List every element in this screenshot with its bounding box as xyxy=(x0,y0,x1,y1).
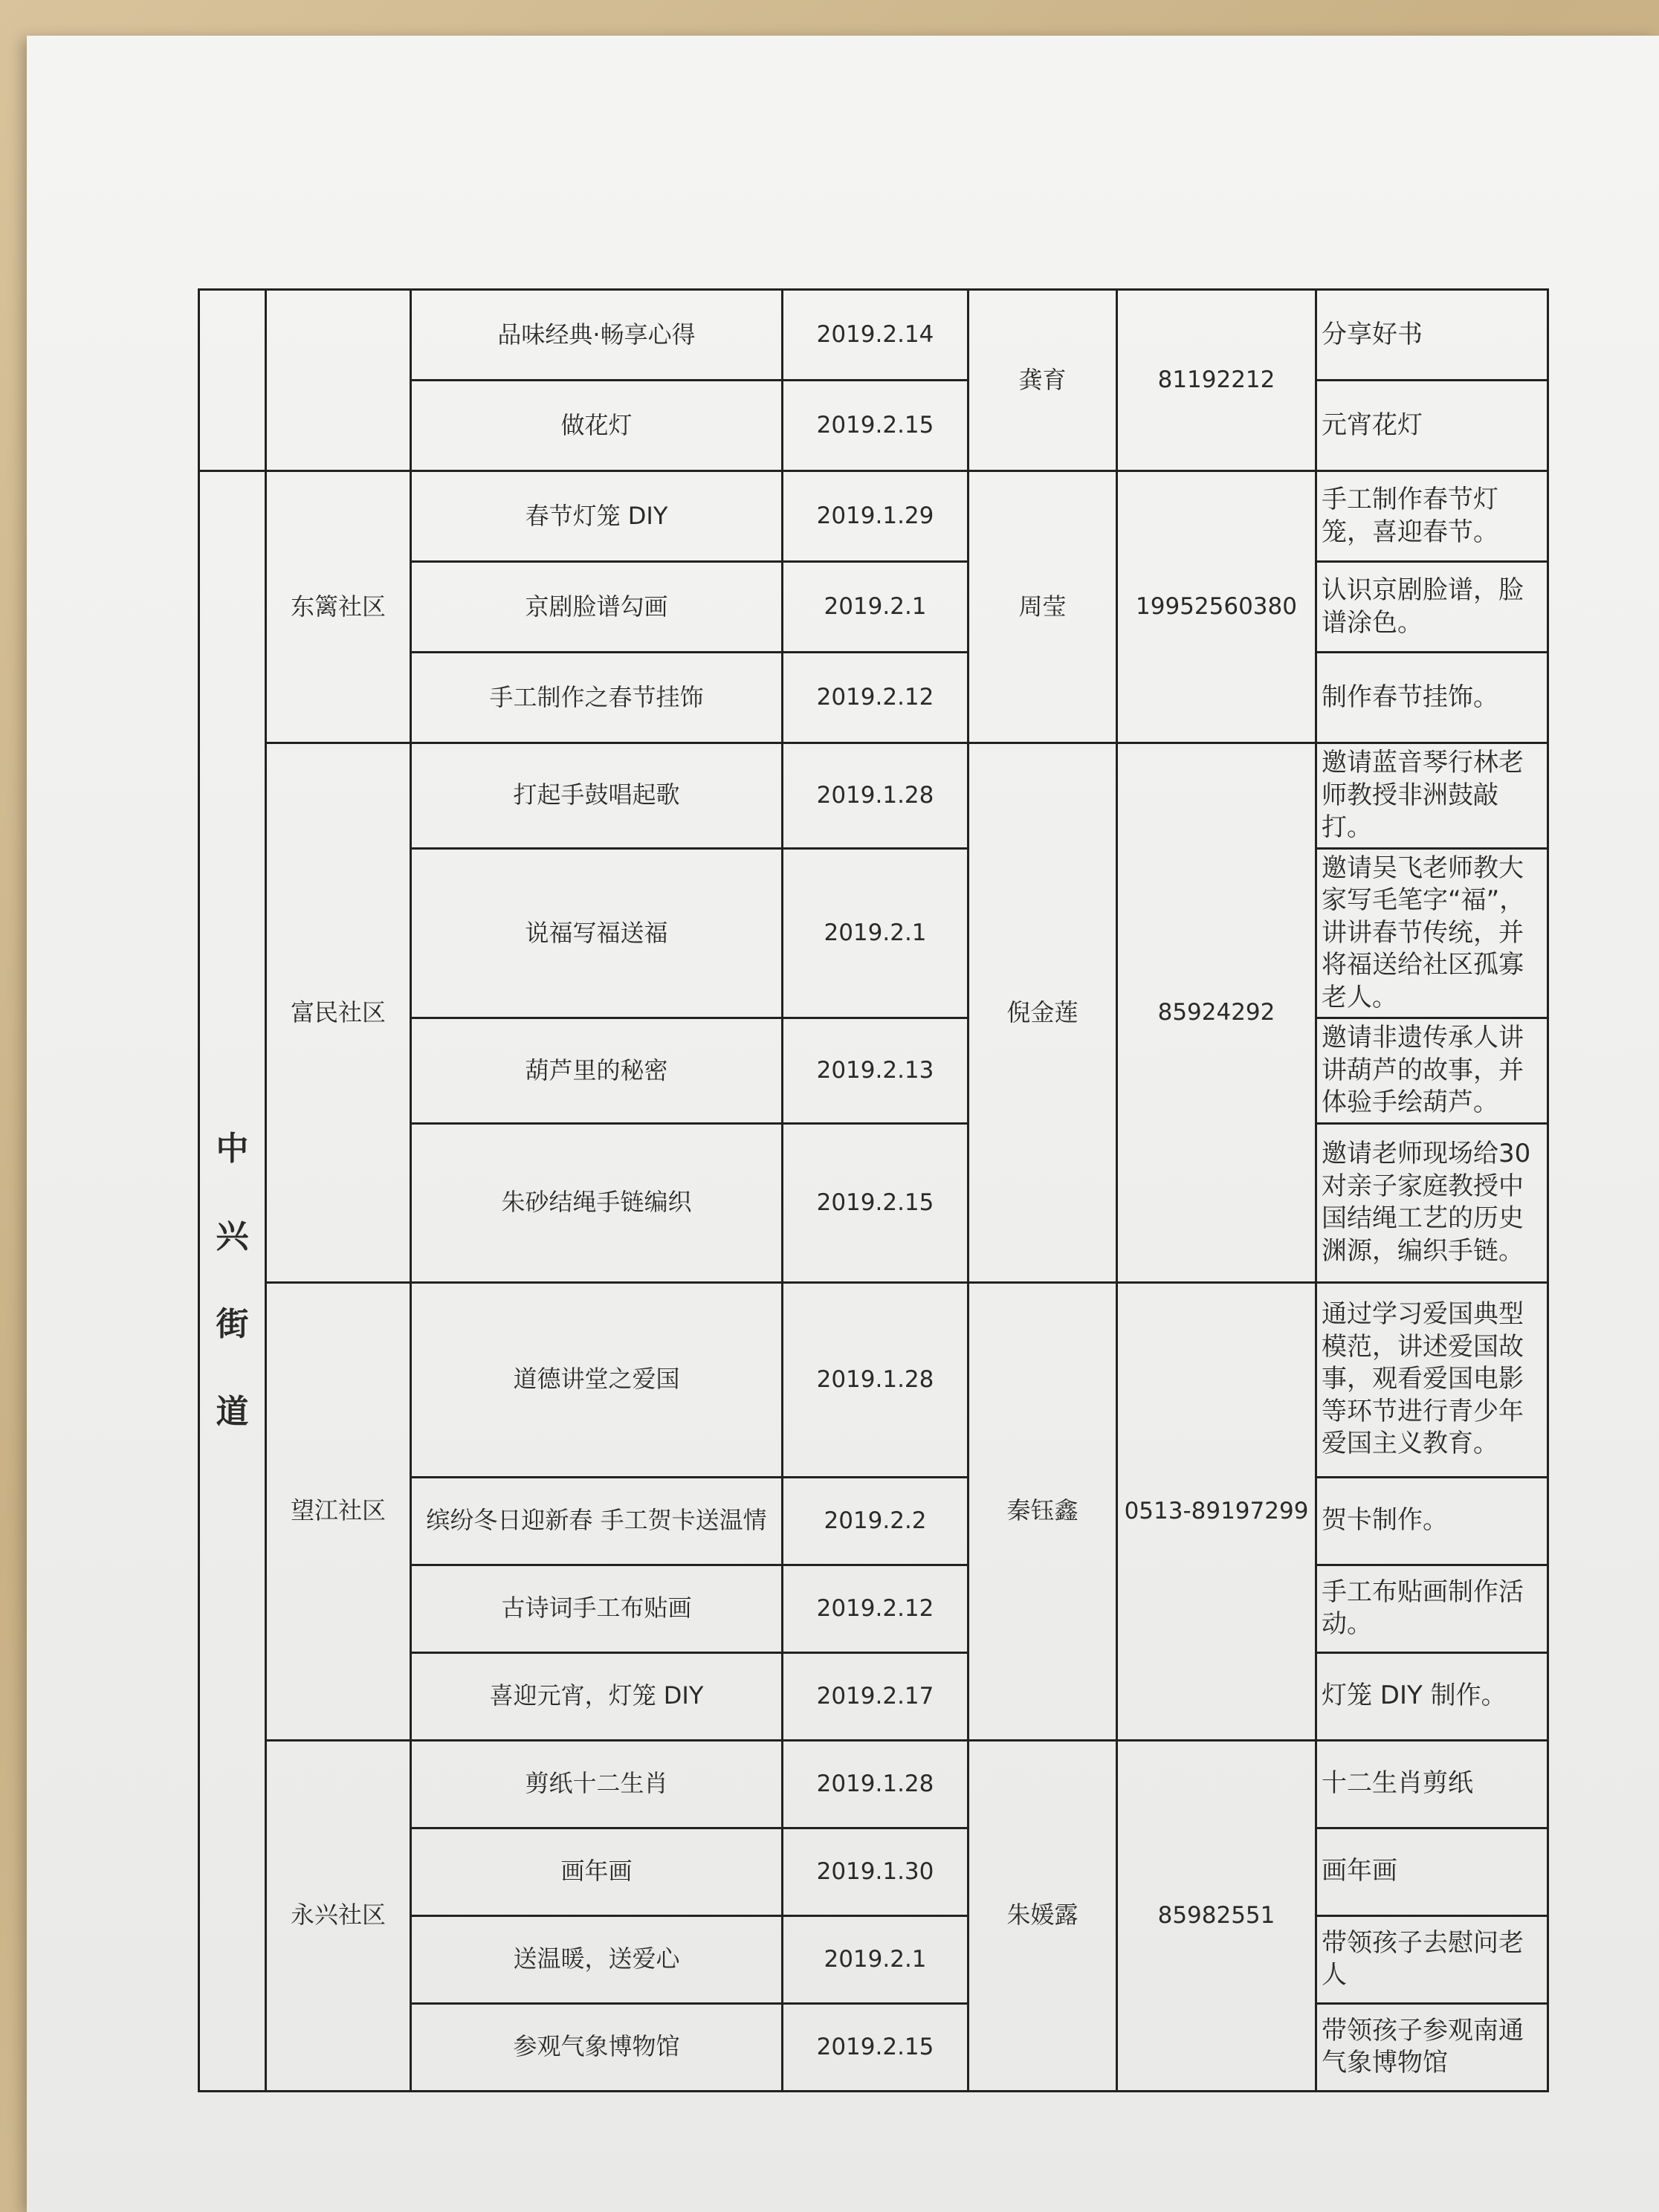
activity-cell: 古诗词手工布贴画 xyxy=(411,1565,783,1652)
date-cell: 2019.1.29 xyxy=(783,471,968,562)
description-cell: 认识京剧脸谱，脸谱涂色。 xyxy=(1316,562,1548,653)
description-cell: 制作春节挂饰。 xyxy=(1316,653,1548,743)
date-cell: 2019.2.12 xyxy=(783,1565,968,1652)
contact-cell: 龚育 xyxy=(968,290,1117,471)
community-cell: 永兴社区 xyxy=(266,1740,411,2091)
date-cell: 2019.2.15 xyxy=(783,2003,968,2091)
activity-cell: 喜迎元宵，灯笼 DIY xyxy=(411,1652,783,1740)
description-cell: 元宵花灯 xyxy=(1316,381,1548,471)
table-row xyxy=(199,1740,1548,1828)
date-cell: 2019.2.2 xyxy=(783,1477,968,1565)
activity-cell: 道德讲堂之爱国 xyxy=(411,1282,783,1477)
description-cell: 灯笼 DIY 制作。 xyxy=(1316,1652,1548,1740)
date-cell: 2019.2.17 xyxy=(783,1652,968,1740)
date-cell: 2019.1.28 xyxy=(783,1740,968,1828)
description-cell: 通过学习爱国典型模范，讲述爱国故事，观看爱国电影等环节进行青少年爱国主义教育。 xyxy=(1316,1282,1548,1477)
date-cell: 2019.1.30 xyxy=(783,1828,968,1915)
table-row xyxy=(199,290,1548,381)
phone-cell: 85982551 xyxy=(1117,1740,1316,2091)
description-cell: 贺卡制作。 xyxy=(1316,1477,1548,1565)
activity-cell: 缤纷冬日迎新春 手工贺卡送温情 xyxy=(411,1477,783,1565)
description-cell: 十二生肖剪纸 xyxy=(1316,1740,1548,1828)
community-cell xyxy=(266,290,411,471)
table-row xyxy=(199,471,1548,562)
table-row xyxy=(199,743,1548,849)
street-cell xyxy=(199,471,266,2092)
activity-cell: 手工制作之春节挂饰 xyxy=(411,653,783,743)
activity-cell: 剪纸十二生肖 xyxy=(411,1740,783,1828)
date-cell: 2019.2.14 xyxy=(783,290,968,381)
phone-cell: 19952560380 xyxy=(1117,471,1316,743)
description-cell: 带领孩子去慰问老人 xyxy=(1316,1915,1548,2003)
contact-cell: 朱媛露 xyxy=(968,1740,1117,2091)
activity-cell: 春节灯笼 DIY xyxy=(411,471,783,562)
activity-schedule-table xyxy=(198,288,1549,2092)
date-cell: 2019.2.1 xyxy=(783,848,968,1018)
date-cell: 2019.2.15 xyxy=(783,1123,968,1282)
activity-cell: 做花灯 xyxy=(411,381,783,471)
contact-cell: 秦钰鑫 xyxy=(968,1282,1117,1740)
description-cell: 邀请吴飞老师教大家写毛笔字“福”，讲讲春节传统，并将福送给社区孤寡老人。 xyxy=(1316,848,1548,1018)
description-cell: 带领孩子参观南通气象博物馆 xyxy=(1316,2003,1548,2091)
description-cell: 邀请老师现场给30 对亲子家庭教授中国结绳工艺的历史渊源，编织手链。 xyxy=(1316,1123,1548,1282)
activity-cell: 画年画 xyxy=(411,1828,783,1915)
phone-cell: 0513-89197299 xyxy=(1117,1282,1316,1740)
date-cell: 2019.2.15 xyxy=(783,381,968,471)
street-cell xyxy=(199,290,266,471)
activity-cell: 品味经典·畅享心得 xyxy=(411,290,783,381)
community-cell: 望江社区 xyxy=(266,1282,411,1740)
community-cell: 富民社区 xyxy=(266,743,411,1283)
date-cell: 2019.2.13 xyxy=(783,1018,968,1124)
date-cell: 2019.1.28 xyxy=(783,1282,968,1477)
description-cell: 手工布贴画制作活动。 xyxy=(1316,1565,1548,1652)
activity-cell: 京剧脸谱勾画 xyxy=(411,562,783,653)
activity-cell: 参观气象博物馆 xyxy=(411,2003,783,2091)
contact-cell: 倪金莲 xyxy=(968,743,1117,1283)
activity-cell: 说福写福送福 xyxy=(411,848,783,1018)
phone-cell: 81192212 xyxy=(1117,290,1316,471)
phone-cell: 85924292 xyxy=(1117,743,1316,1283)
description-cell: 邀请非遗传承人讲讲葫芦的故事，并体验手绘葫芦。 xyxy=(1316,1018,1548,1124)
street-name: 中兴街道 xyxy=(216,1130,249,1432)
date-cell: 2019.1.28 xyxy=(783,743,968,849)
activity-cell: 打起手鼓唱起歌 xyxy=(411,743,783,849)
description-cell: 分享好书 xyxy=(1316,290,1548,381)
activity-cell: 朱砂结绳手链编织 xyxy=(411,1123,783,1282)
table-row xyxy=(199,1282,1548,1477)
paper-sheet xyxy=(27,36,1659,2212)
community-cell: 东篱社区 xyxy=(266,471,411,743)
activity-cell: 送温暖，送爱心 xyxy=(411,1915,783,2003)
description-cell: 画年画 xyxy=(1316,1828,1548,1915)
description-cell: 手工制作春节灯笼，喜迎春节。 xyxy=(1316,471,1548,562)
contact-cell: 周莹 xyxy=(968,471,1117,743)
date-cell: 2019.2.12 xyxy=(783,653,968,743)
description-cell: 邀请蓝音琴行林老师教授非洲鼓敲打。 xyxy=(1316,743,1548,849)
date-cell: 2019.2.1 xyxy=(783,562,968,653)
activity-cell: 葫芦里的秘密 xyxy=(411,1018,783,1124)
date-cell: 2019.2.1 xyxy=(783,1915,968,2003)
